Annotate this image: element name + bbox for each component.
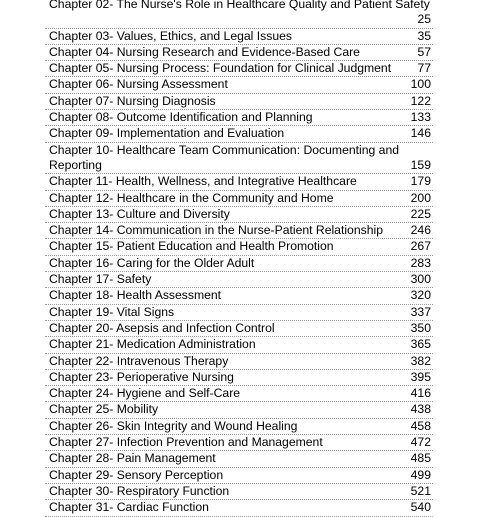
- toc-entry[interactable]: [45, 435, 433, 451]
- toc-entry[interactable]: [45, 468, 433, 484]
- toc-entry[interactable]: [45, 207, 433, 223]
- toc-entry-page: 350: [410, 320, 431, 335]
- toc-entry-title: Chapter 11- Health, Wellness, and Integrative Healthcare: [49, 174, 357, 189]
- toc-entry-title: Chapter 24- Hygiene and Self-Care: [49, 386, 241, 401]
- toc-entry[interactable]: [45, 223, 433, 239]
- toc-entry-page: 246: [410, 223, 431, 238]
- toc-entry-title: Chapter 27- Infection Prevention and Management: [49, 435, 323, 450]
- toc-entry-title: Chapter 13- Culture and Diversity: [49, 206, 230, 221]
- toc-entry[interactable]: [45, 126, 433, 142]
- toc-entry[interactable]: [45, 94, 433, 110]
- toc-entry-title: Chapter 02- The Nurse's Role in Healthcare Quality and Patient Safety: [49, 0, 430, 11]
- toc-entry[interactable]: [45, 288, 433, 304]
- toc-entry[interactable]: [45, 451, 433, 467]
- toc-entry[interactable]: [45, 45, 433, 61]
- toc-entry-page: 458: [410, 418, 431, 433]
- toc-entry-title: Chapter 08- Outcome Identification and Planning: [49, 110, 313, 125]
- toc-entry-title: Chapter 26- Skin Integrity and Wound Healing: [49, 418, 298, 433]
- toc-entry[interactable]: [45, 321, 433, 337]
- toc-entry[interactable]: [45, 143, 433, 175]
- toc-entry[interactable]: [45, 484, 433, 500]
- toc-entry-title: Chapter 12- Healthcare in the Community and Home: [49, 190, 334, 205]
- toc-entry-page: 485: [410, 451, 431, 466]
- toc-entry-page: 225: [410, 206, 431, 221]
- toc-entry-page: 472: [410, 435, 431, 450]
- toc-entry-page: 540: [410, 500, 431, 515]
- toc-entry[interactable]: [45, 61, 433, 77]
- toc-entry-title: Chapter 20- Asepsis and Infection Control: [49, 320, 275, 335]
- toc-entry-title-continued: Reporting: [49, 157, 102, 172]
- toc-entry-title: Chapter 25- Mobility: [49, 402, 159, 417]
- toc-entry[interactable]: [45, 419, 433, 435]
- toc-entry-page: 438: [410, 402, 431, 417]
- toc-entry-page: 133: [410, 110, 431, 125]
- toc-entry-title: Chapter 31- Cardiac Function: [49, 500, 209, 515]
- toc-entry-page: 416: [410, 386, 431, 401]
- toc-entry-page: 337: [410, 304, 431, 319]
- toc-entry-page: 267: [410, 239, 431, 254]
- toc-entry-title: Chapter 29- Sensory Perception: [49, 467, 224, 482]
- toc-entry[interactable]: [45, 370, 433, 386]
- toc-entry-title: Chapter 07- Nursing Diagnosis: [49, 93, 216, 108]
- toc-entry-title: Chapter 19- Vital Signs: [49, 304, 175, 319]
- toc-entry[interactable]: [45, 500, 433, 516]
- toc-entry-title: Chapter 30- Respiratory Function: [49, 483, 230, 498]
- toc-entry-title: Chapter 05- Nursing Process: Foundation for Clinical Judgment: [49, 61, 392, 76]
- toc-entry[interactable]: [45, 256, 433, 272]
- toc-entry[interactable]: [45, 0, 433, 29]
- toc-entry-title: Chapter 04- Nursing Research and Evidence-Based Care: [49, 44, 360, 59]
- toc-entry-page: 499: [410, 467, 431, 482]
- toc-entry-page: 146: [410, 126, 431, 141]
- toc-entry-title: Chapter 16- Caring for the Older Adult: [49, 255, 255, 270]
- table-of-contents: [45, 0, 433, 517]
- toc-entry-page: 179: [410, 174, 431, 189]
- toc-entry-page: 35: [417, 28, 431, 43]
- toc-entry[interactable]: [45, 337, 433, 353]
- toc-entry-page: 365: [410, 337, 431, 352]
- toc-entry[interactable]: [45, 29, 433, 45]
- toc-entry-title: Chapter 09- Implementation and Evaluation: [49, 126, 285, 141]
- toc-entry-page: 77: [417, 61, 431, 76]
- toc-entry-page: 122: [410, 93, 431, 108]
- toc-entry-page: 100: [410, 77, 431, 92]
- toc-entry[interactable]: [45, 239, 433, 255]
- toc-entry-title: Chapter 28- Pain Management: [49, 451, 216, 466]
- toc-entry-title: Chapter 18- Health Assessment: [49, 288, 222, 303]
- toc-entry[interactable]: [45, 77, 433, 93]
- toc-entry[interactable]: [45, 402, 433, 418]
- toc-entry-title: Chapter 17- Safety: [49, 272, 152, 287]
- toc-entry-title: Chapter 23- Perioperative Nursing: [49, 369, 234, 384]
- toc-entry-page: 200: [410, 190, 431, 205]
- toc-entry[interactable]: [45, 272, 433, 288]
- toc-entry-title: Chapter 06- Nursing Assessment: [49, 77, 228, 92]
- toc-entry-page: 521: [410, 483, 431, 498]
- toc-entry-page: 159: [410, 157, 431, 172]
- toc-entry[interactable]: [45, 305, 433, 321]
- toc-entry[interactable]: [45, 191, 433, 207]
- toc-entry-page: 382: [410, 353, 431, 368]
- toc-entry-page: 57: [417, 44, 431, 59]
- toc-entry-page: 320: [410, 288, 431, 303]
- toc-entry-title: Chapter 22- Intravenous Therapy: [49, 353, 229, 368]
- toc-entry-title: Chapter 03- Values, Ethics, and Legal Issues: [49, 28, 292, 43]
- toc-entry[interactable]: [45, 386, 433, 402]
- toc-entry-page: 283: [410, 255, 431, 270]
- toc-entry[interactable]: [45, 110, 433, 126]
- toc-entry[interactable]: [45, 354, 433, 370]
- toc-entry-title: Chapter 10- Healthcare Team Communication: Documenting and: [49, 142, 400, 157]
- toc-entry-title: Chapter 21- Medication Administration: [49, 337, 256, 352]
- toc-entry[interactable]: [45, 174, 433, 190]
- toc-entry-page: 300: [410, 272, 431, 287]
- toc-entry-title: Chapter 15- Patient Education and Health Promotion: [49, 239, 334, 254]
- toc-entry-page: 25: [417, 12, 431, 27]
- toc-entry-title: Chapter 14- Communication in the Nurse-Patient Relationship: [49, 223, 383, 238]
- toc-entry-page: 395: [410, 369, 431, 384]
